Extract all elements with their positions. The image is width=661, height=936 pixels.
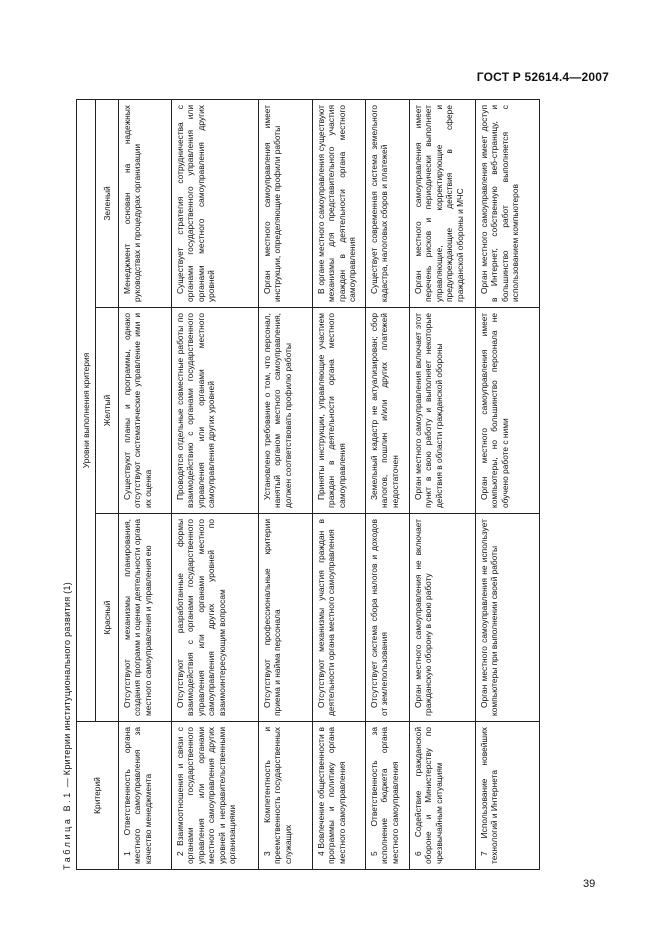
- table-row: [366, 100, 410, 870]
- green-level-cell: В органе местного самоуправления существуют механизмы для представительного участия граждан в деятельности органа местного самоуправления: [313, 100, 366, 308]
- table-caption-text: — Критерии институционального развития (1): [62, 581, 72, 791]
- table-row: [313, 100, 366, 870]
- green-level-cell: Менеджмент основан на надежных руководствах и процедурах организации: [119, 100, 172, 308]
- header-red: Красный: [96, 514, 119, 722]
- standard-code: ГОСТ Р 52614.4—2007: [476, 70, 609, 84]
- criterion-cell: 4 Вовлечение общественности в программы и политику органа местного самоуправления: [313, 722, 366, 870]
- criterion-cell: 2 Взаимоотношения и связи с органами государственного управления или органами местного самоуправления других уровней и неправительственными организациями: [172, 722, 259, 870]
- red-level-cell: Отсутствуют механизмы планирования, создания программ и оценки деятельности органа местного самоуправления и управления ею: [119, 514, 172, 722]
- page-number: 39: [583, 878, 596, 890]
- header-yellow: Желтый: [96, 308, 119, 514]
- red-level-cell: Отсутствуют механизмы участия граждан в деятельности органа местного самоуправления: [313, 514, 366, 722]
- yellow-level-cell: Орган местного самоуправления имеет компьютеры, но большинство персонала не обучено работе с ними: [476, 308, 540, 514]
- green-level-cell: Орган местного самоуправления имеет инструкции, определяющие профили работы: [259, 100, 313, 308]
- table-row: [259, 100, 313, 870]
- header-criterion: Критерий: [77, 722, 119, 870]
- green-level-cell: Существует современная система земельного кадастра, налоговых сборов и платежей: [366, 100, 410, 308]
- yellow-level-cell: Земельный кадастр не актуализирован; сбор налогов, пошлин и/или других платежей недостаточен: [366, 308, 410, 514]
- criterion-cell: 5 Ответственность за исполнение бюджета органа местного самоуправления: [366, 722, 410, 870]
- red-level-cell: Отсутствует система сбора налогов и доходов от землепользования: [366, 514, 410, 722]
- table-row: [172, 100, 259, 870]
- table-row: [410, 100, 476, 870]
- criterion-cell: 6 Содействие гражданской обороне и Министерству по чрезвычайным ситуациям: [410, 722, 476, 870]
- header-levels: Уровни выполнения критерия: [77, 100, 96, 722]
- green-level-cell: Орган местного самоуправления имеет перечень рисков и периодически выполняет управляющие, корректирующие и предупреждающие действия в сфере гражданской обороны и МЧС: [410, 100, 476, 308]
- yellow-level-cell: Установлено требование о том, что персонал, нанятый органом местного самоуправления, должен соответствовать профилю работы: [259, 308, 313, 514]
- green-level-cell: Орган местного самоуправления имеет доступ в Интернет, собственную веб-страницу, и большинство работ выполняется с использованием компьютеров: [476, 100, 540, 308]
- red-level-cell: Орган местного самоуправления не использует компьютеры при выполнении своей работы: [476, 514, 540, 722]
- red-level-cell: Отсутствуют профессиональные критерии приема и найма персонала: [259, 514, 313, 722]
- criterion-cell: 7 Использование новейших технологий и Интернета: [476, 722, 540, 870]
- table-row: [476, 100, 540, 870]
- green-level-cell: Существует стратегия сотрудничества с органами государственного управления или органами местного самоуправления других уровней: [172, 100, 259, 308]
- table-caption-prefix: Таблица В.1: [62, 790, 72, 870]
- yellow-level-cell: Существуют планы и программы, однако отсутствуют систематические управление ими и их оценка: [119, 308, 172, 514]
- red-level-cell: Орган местного самоуправления не включает гражданскую оборону в свою работу: [410, 514, 476, 722]
- criteria-table: [76, 99, 540, 870]
- yellow-level-cell: Орган местного самоуправления включает этот пункт в свою работу и выполняет некоторые действия в области гражданской обороны: [410, 308, 476, 514]
- criterion-cell: 1 Ответственность органа местного самоуправления за качество менеджмента: [119, 722, 172, 870]
- header-green: Зеленый: [96, 100, 119, 308]
- yellow-level-cell: Проводятся отдельные совместные работы по взаимодействию с органами государственного управления или органами местного самоуправления других уровней: [172, 308, 259, 514]
- yellow-level-cell: Приняты инструкции, управляющие участием граждан в деятельности органа местного самоуправления: [313, 308, 366, 514]
- red-level-cell: Отсутствуют разработанные формы взаимодействия с органами государственного управления или органами местного самоуправления других уровней по взаимоинтересующим вопросам: [172, 514, 259, 722]
- table-row: [119, 100, 172, 870]
- rotated-table-block: [60, 100, 595, 870]
- table-caption: [60, 100, 76, 870]
- criterion-cell: 3 Компетентность и преемственность государственных служащих: [259, 722, 313, 870]
